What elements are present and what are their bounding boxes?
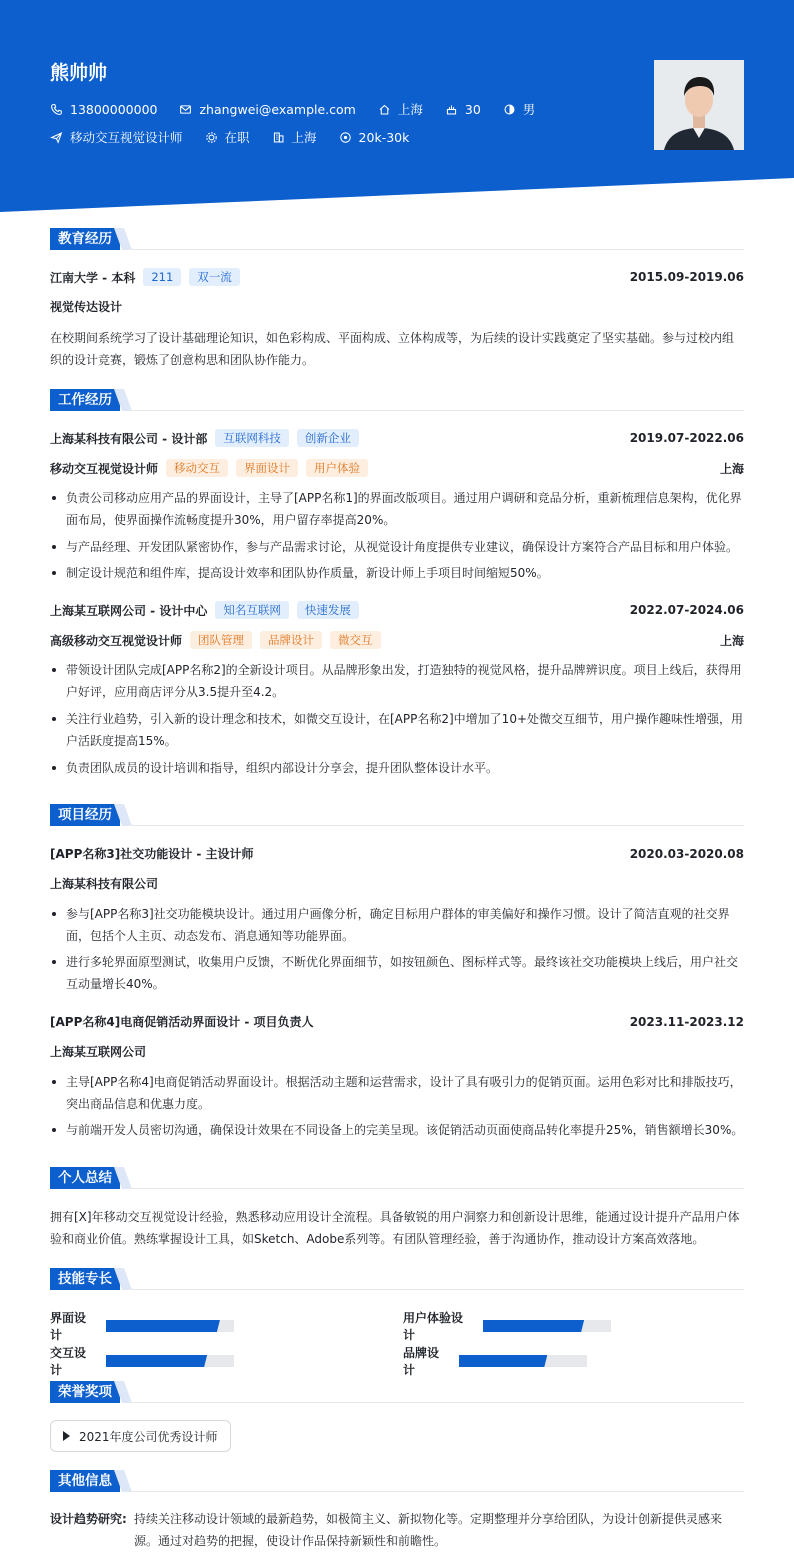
work-role-row: [50, 631, 744, 649]
position-text: 移动交互视觉设计师: [70, 130, 183, 145]
summary-text: 拥有[X]年移动交互视觉设计经验，熟悉移动应用设计全流程。具备敏锐的用户洞察力和创新设计思维，能通过设计提升产品用户体验和商业价值。熟练掌握设计工具，如Sketch、Adobe系列等。有团队管理经验，善于沟通协作，推动设计方案高效落地。: [50, 1210, 740, 1246]
education-header: [50, 268, 744, 286]
gender-icon: [503, 103, 516, 116]
skill-bar-fill: [459, 1355, 547, 1367]
job-intent-row: [50, 128, 431, 146]
school-tag: 双一流: [189, 268, 240, 286]
mail-icon: [179, 103, 192, 116]
section-other-title: 其他信息: [50, 1470, 120, 1492]
gender-text: 男: [522, 102, 536, 117]
project-header: [50, 845, 744, 862]
section-summary-title: 个人总结: [50, 1167, 120, 1189]
project-bullet: 参与[APP名称3]社交功能模块设计。通过用户画像分析，确定目标用户群体的审美偏好和操作习惯。设计了简洁直观的社交界面，包括个人主页、动态发布、消息通知等功能界面。: [50, 903, 744, 947]
section-work-title: 工作经历: [50, 389, 120, 411]
project-bullet: 进行多轮界面原型测试，收集用户反馈，不断优化界面细节，如按钮颜色、图标样式等。最终该社交功能模块上线后，用户社交互动量增长40%。: [50, 951, 744, 995]
company-tag: 快速发展: [297, 601, 359, 619]
other-text: 持续关注移动设计领域的最新趋势，如极简主义、新拟物化等。定期整理并分享给团队，为设计创新提供灵感来源。通过对趋势的把握，使设计作品保持新颖性和前瞻性。: [134, 1512, 723, 1548]
project-title: [APP名称4]电商促销活动界面设计 - 项目负责人: [50, 1015, 314, 1029]
skill-bar-fill: [483, 1320, 584, 1332]
position-item: [50, 128, 183, 146]
section-project-title: 项目经历: [50, 804, 120, 826]
education-date: 2015.09-2019.06: [629, 270, 744, 284]
status-item: [205, 128, 250, 146]
status-text: 在职: [224, 130, 250, 145]
role-tag: 界面设计: [236, 459, 298, 477]
profile-photo: [654, 60, 744, 150]
phone-text: 13800000000: [70, 101, 158, 117]
skill-name: 品牌设计: [403, 1346, 440, 1377]
work-bullet: 关注行业趋势，引入新的设计理念和技术，如微交互设计，在[APP名称2]中增加了10+处微交互细节，用户操作趣味性增强，用户活跃度提高15%。: [50, 708, 744, 752]
skill-bar: [106, 1320, 234, 1332]
school-name: 江南大学 - 本科: [50, 270, 136, 285]
section-awards: [50, 1381, 744, 1403]
salary-text: 20k-30k: [358, 129, 410, 145]
company-tag: 创新企业: [297, 429, 359, 447]
skill-bar-fill: [106, 1355, 207, 1367]
work-bullet: 负责团队成员的设计培训和指导，组织内部设计分享会，提升团队整体设计水平。: [50, 757, 744, 779]
age-item: [445, 102, 481, 117]
age-text: 30: [464, 101, 481, 117]
project-bullet: 与前端开发人员密切沟通，确保设计效果在不同设备上的完美呈现。该促销活动页面使商品转化率提升25%，销售额增长30%。: [50, 1119, 744, 1141]
work-header: [50, 429, 744, 447]
section-awards-title: 荣誉奖项: [50, 1381, 120, 1403]
section-work: [50, 389, 744, 411]
city-item: [378, 100, 423, 118]
work-bullet: 负责公司移动应用产品的界面设计，主导了[APP名称1]的界面改版项目。通过用户调研和竞品分析，重新梳理信息架构，优化界面布局，使界面操作流畅度提升30%，用户留存率提高20%。: [50, 487, 744, 531]
city-text: 上海: [397, 102, 423, 117]
work-location: 上海: [719, 633, 744, 648]
coin-icon: [339, 131, 352, 144]
company-name: 上海某互联网公司 - 设计中心: [50, 603, 208, 618]
work-bullet: 带领设计团队完成[APP名称2]的全新设计项目。从品牌形象出发，打造独特的视觉风格，提升品牌辨识度。项目上线后，获得用户好评，应用商店评分从3.5提升至4.2。: [50, 659, 744, 703]
work-role: 高级移动交互视觉设计师: [50, 633, 183, 648]
project-date: 2023.11-2023.12: [629, 1014, 744, 1029]
cake-icon: [445, 103, 458, 116]
skill-name: 交互设计: [50, 1346, 87, 1377]
work-role-row: [50, 459, 744, 477]
project-company: 上海某科技有限公司: [50, 877, 159, 891]
section-summary: [50, 1167, 744, 1189]
work-header: [50, 601, 744, 619]
building-icon: [272, 131, 285, 144]
work-role: 移动交互视觉设计师: [50, 461, 159, 476]
skill-item: [50, 1344, 234, 1378]
salary-item: [339, 130, 410, 145]
work-bullet: 制定设计规范和组件库，提高设计效率和团队协作质量，新设计师上手项目时间缩短50%。: [50, 562, 744, 584]
skill-name: 用户体验设计: [403, 1311, 464, 1342]
work-date: 2022.07-2024.06: [629, 603, 744, 617]
company-tag: 知名互联网: [215, 601, 289, 619]
gear-icon: [205, 131, 218, 144]
project-title: [APP名称3]社交功能设计 - 主设计师: [50, 847, 254, 861]
target-city-text: 上海: [291, 130, 317, 145]
email-text: zhangwei@example.com: [199, 101, 356, 117]
other-info: [50, 1508, 744, 1552]
education-desc: 在校期间系统学习了设计基础理论知识，如色彩构成、平面构成、立体构成等，为后续的设计实践奠定了坚实基础。参与过校内组织的设计竞赛，锻炼了创意构思和团队协作能力。: [50, 331, 735, 367]
skill-bar: [106, 1355, 234, 1367]
gender-item: [503, 100, 536, 118]
section-education-title: 教育经历: [50, 228, 120, 250]
section-education: [50, 228, 744, 250]
work-bullet: 与产品经理、开发团队紧密协作，参与产品需求讨论，从视觉设计角度提供专业建议，确保设计方案符合产品目标和用户体验。: [50, 536, 744, 558]
project-header: [50, 1013, 744, 1030]
candidate-name: 熊帅帅: [50, 62, 108, 84]
skill-name: 界面设计: [50, 1311, 87, 1342]
send-icon: [50, 131, 63, 144]
role-tag: 用户体验: [306, 459, 368, 477]
section-skills: [50, 1268, 744, 1290]
section-other: [50, 1470, 744, 1492]
skill-bar: [459, 1355, 587, 1367]
phone-item: [50, 102, 157, 117]
resume-header: [0, 0, 794, 212]
skill-item: [403, 1344, 587, 1378]
play-icon: [63, 1431, 70, 1441]
work-date: 2019.07-2022.06: [629, 431, 744, 445]
award-item[interactable]: [50, 1420, 231, 1452]
project-bullet: 主导[APP名称4]电商促销活动界面设计。根据活动主题和运营需求，设计了具有吸引力的促销页面。运用色彩对比和排版技巧，突出商品信息和优惠力度。: [50, 1071, 744, 1115]
skill-bar: [483, 1320, 611, 1332]
role-tag: 品牌设计: [260, 631, 322, 649]
email-item: [179, 102, 355, 117]
section-project: [50, 804, 744, 826]
school-tag: 211: [143, 268, 181, 286]
skill-item: [403, 1309, 611, 1343]
award-text: 2021年度公司优秀设计师: [79, 1429, 218, 1444]
company-tag: 互联网科技: [215, 429, 289, 447]
work-location: 上海: [719, 461, 744, 476]
section-skills-title: 技能专长: [50, 1268, 120, 1290]
phone-icon: [50, 103, 63, 116]
project-date: 2020.03-2020.08: [629, 846, 744, 861]
contact-row: [50, 100, 557, 118]
company-name: 上海某科技有限公司 - 设计部: [50, 431, 208, 446]
role-tag: 微交互: [330, 631, 381, 649]
role-tag: 团队管理: [190, 631, 252, 649]
education-major: 视觉传达设计: [50, 300, 123, 314]
other-label: 设计趋势研究:: [50, 1512, 127, 1526]
skill-item: [50, 1309, 234, 1343]
target-city-item: [272, 128, 317, 146]
skill-bar-fill: [106, 1320, 220, 1332]
project-company: 上海某互联网公司: [50, 1045, 147, 1059]
role-tag: 移动交互: [166, 459, 228, 477]
home-icon: [378, 103, 391, 116]
